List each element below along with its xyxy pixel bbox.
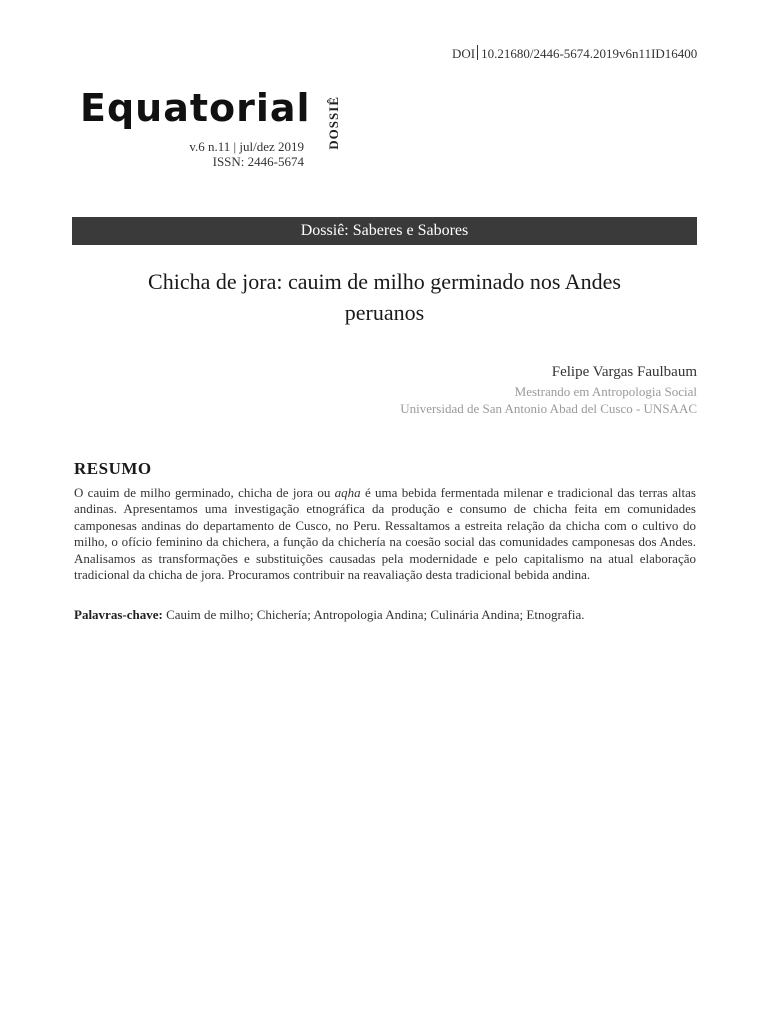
- article-title: [72, 266, 697, 328]
- issue-info: [162, 139, 304, 169]
- affiliation-line-1: Mestrando em Antropologia Social: [514, 384, 697, 399]
- doi-separator: [477, 45, 478, 60]
- doi-line: [452, 45, 697, 62]
- abstract-text-part-2: é uma bebida fermentada milenar e tradicional das terras altas andinas. Apresentamos uma investigação etnográfica da produção e consumo de chicha feita em comunidades camponesas andinas do departamento de Cusco, no Peru. Ressaltamos a estreita relação da chicha com o cultivo do milho, o ofício feminino da chichera, a função da chichería na coesão social das comunidades camponesas dos Andes. Analisamos as transformações e substituições causadas pela modernidade e pelo capitalismo na atual elaboração tradicional da chicha de jora. Procuramos contribuir na reavaliação desta tradicional bebida andina.: [74, 485, 696, 583]
- abstract-text: [74, 485, 696, 583]
- article-title-line-2: peruanos: [344, 300, 425, 325]
- doi-value[interactable]: 10.21680/2446-5674.2019v6n11ID16400: [481, 46, 698, 61]
- section-banner: Dossiê: Saberes e Sabores: [72, 217, 697, 245]
- affiliation-line-2: Universidad de San Antonio Abad del Cusco - UNSAAC: [400, 401, 697, 416]
- author-affiliation: [300, 383, 697, 417]
- section-vertical-label: DOSSIÊ: [326, 96, 341, 150]
- issn: ISSN: 2446-5674: [212, 154, 304, 169]
- keywords-list: Cauim de milho; Chichería; Antropologia Andina; Culinária Andina; Etnografia.: [162, 607, 585, 622]
- keywords-label: Palavras-chave:: [74, 607, 163, 622]
- author-name: Felipe Vargas Faulbaum: [551, 364, 697, 380]
- abstract-text-part-1: O cauim de milho germinado, chicha de jora ou: [74, 485, 335, 500]
- article-title-line-1: Chicha de jora: cauim de milho germinado nos Andes: [148, 269, 621, 294]
- keywords: [74, 607, 696, 623]
- abstract-italic-term: aqha: [334, 485, 361, 500]
- journal-logo: Equatorial: [80, 86, 311, 130]
- issue-volume: v.6 n.11 | jul/dez 2019: [189, 139, 304, 154]
- abstract-heading: RESUMO: [74, 459, 152, 478]
- doi-label: DOI: [452, 46, 476, 61]
